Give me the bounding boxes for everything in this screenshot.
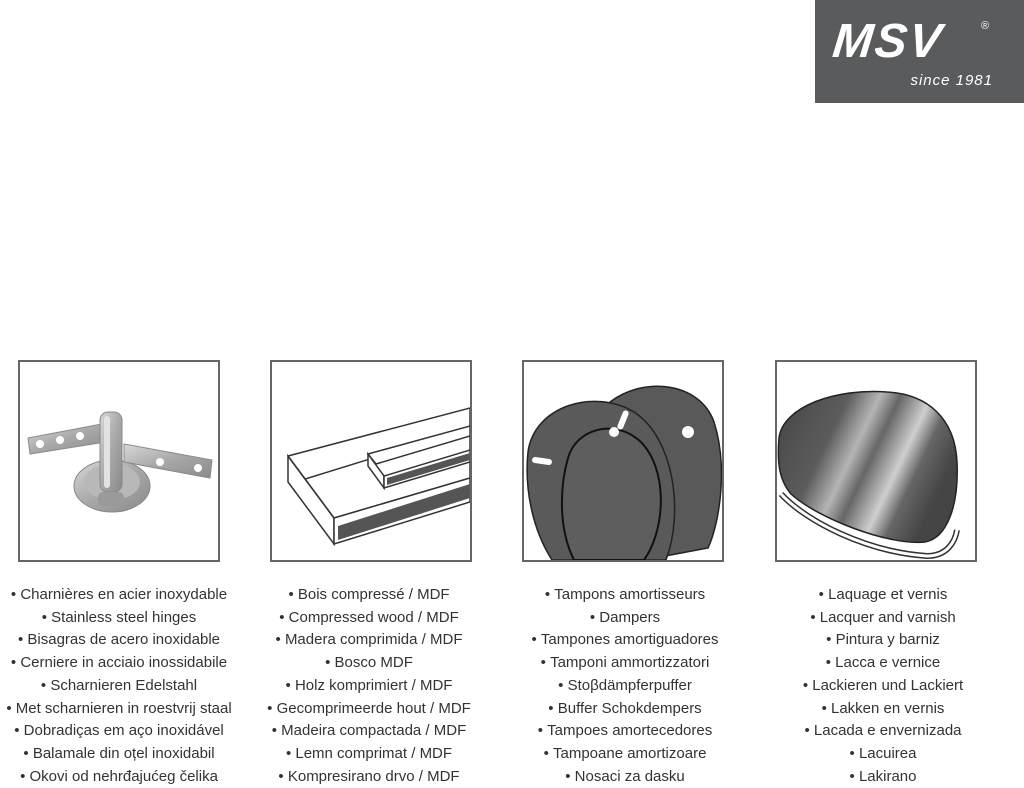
list-item: • Lacuirea [758, 743, 1008, 766]
logo-since: since 1981 [910, 72, 993, 89]
list-item: • Tampoes amortecedores [500, 720, 750, 743]
mdf-panel [270, 360, 472, 562]
logo-registered-mark: ® [981, 20, 990, 32]
mdf-board-icon [272, 362, 470, 560]
list-item: • Gecomprimeerde hout / MDF [244, 698, 494, 721]
list-item: • Holz komprimiert / MDF [244, 675, 494, 698]
list-item: • Lacca e vernice [758, 652, 1008, 675]
list-item: • Dampers [500, 607, 750, 630]
list-item: • Compressed wood / MDF [244, 607, 494, 630]
list-item: • Kompresirano drvo / MDF [244, 766, 494, 788]
list-item: • Bois compressé / MDF [244, 584, 494, 607]
list-item: • Bosco MDF [244, 652, 494, 675]
list-item: • Tampoane amortizoare [500, 743, 750, 766]
list-item: • Lemn comprimat / MDF [244, 743, 494, 766]
list-item: • Buffer Schokdempers [500, 698, 750, 721]
list-item: • Lacada e envernizada [758, 720, 1008, 743]
list-item: • Dobradiças em aço inoxidável [0, 720, 244, 743]
list-item: • Tamponi ammortizzatori [500, 652, 750, 675]
list-item: • Lacquer and varnish [758, 607, 1008, 630]
mdf-list [244, 584, 494, 788]
logo-brand: MSV [830, 15, 946, 68]
seat-dampers-icon [524, 362, 722, 560]
list-item: • Met scharnieren in roestvrij staal [0, 698, 244, 721]
list-item: • Balamale din oțel inoxidabil [0, 743, 244, 766]
list-item: • Bisagras de acero inoxidable [0, 629, 244, 652]
list-item: • Madeira compactada / MDF [244, 720, 494, 743]
list-item: • Scharnieren Edelstahl [0, 675, 244, 698]
lacquered-lid-icon [777, 362, 975, 560]
hinges-list [0, 584, 244, 788]
lacquer-list [758, 584, 1008, 788]
msv-logo [815, 0, 1024, 103]
dampers-panel [522, 360, 724, 562]
list-item: • Stoβdämpferpuffer [500, 675, 750, 698]
list-item: • Okovi od nehrđajućeg čelika [0, 766, 244, 788]
hinge-panel [18, 360, 220, 562]
list-item: • Charnières en acier inoxydable [0, 584, 244, 607]
list-item: • Stainless steel hinges [0, 607, 244, 630]
list-item: • Nosaci za dasku [500, 766, 750, 788]
list-item: • Lakken en vernis [758, 698, 1008, 721]
list-item: • Cerniere in acciaio inossidabile [0, 652, 244, 675]
list-item: • Tampons amortisseurs [500, 584, 750, 607]
lacquer-panel [775, 360, 977, 562]
dampers-list [500, 584, 750, 788]
list-item: • Pintura y barniz [758, 629, 1008, 652]
list-item: • Lackieren und Lackiert [758, 675, 1008, 698]
list-item: • Tampones amortiguadores [500, 629, 750, 652]
list-item: • Madera comprimida / MDF [244, 629, 494, 652]
list-item: • Lakirano [758, 766, 1008, 788]
stainless-hinge-icon [20, 362, 218, 560]
list-item: • Laquage et vernis [758, 584, 1008, 607]
